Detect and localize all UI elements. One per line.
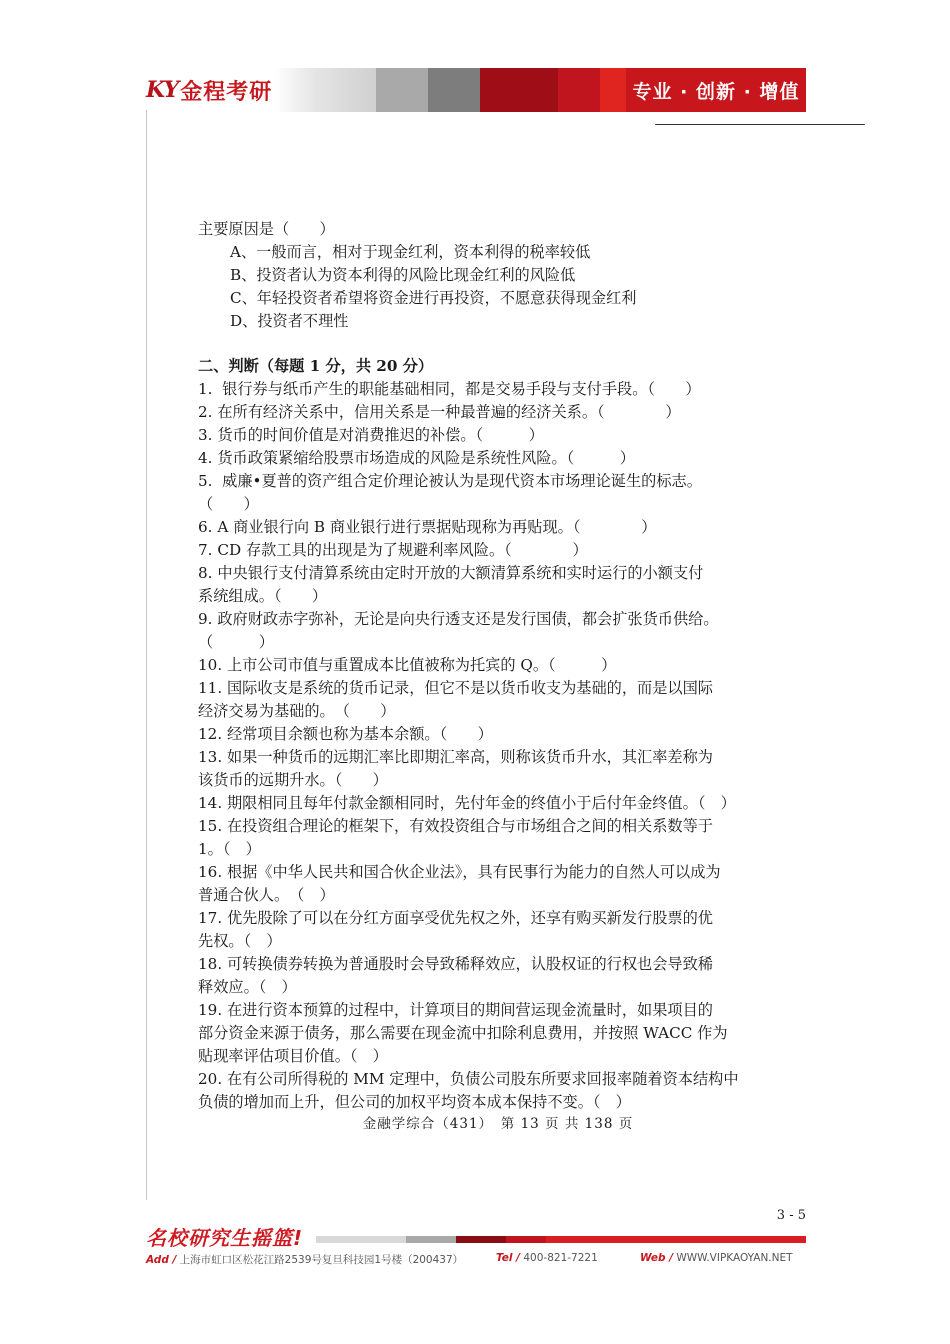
judgment-line: （ ） <box>198 633 274 651</box>
judgment-line: 15. 在投资组合理论的框架下，有效投资组合与市场组合之间的相关系数等于 <box>198 817 713 835</box>
judgment-line: 16. 根据《中华人民共和国合伙企业法》，具有民事行为能力的自然人可以成为 <box>198 863 721 881</box>
judgment-line: 1. 银行券与纸币产生的职能基础相同，都是交易手段与支付手段。（ ） <box>198 380 701 398</box>
judgment-line: 8. 中央银行支付清算系统由定时开放的大额清算系统和实时运行的小额支付 <box>198 564 704 582</box>
judgment-line: 9. 政府财政赤字弥补，无论是向央行透支还是发行国债，都会扩张货币供给。 <box>198 610 719 628</box>
web-label: Web / <box>640 1252 674 1264</box>
option-c: C、年轻投资者希望将资金进行再投资，不愿意获得现金红利 <box>230 289 637 307</box>
banner-band <box>558 68 600 112</box>
judgment-line: 2. 在所有经济关系中，信用关系是一种最普遍的经济关系。（ ） <box>198 403 681 421</box>
slogan: 专业 · 创新 · 增值 <box>632 80 800 103</box>
tel-label: Tel / <box>496 1252 521 1264</box>
judgment-line: 6. A 商业银行向 B 商业银行进行票据贴现称为再贴现。（ ） <box>198 518 657 536</box>
tel-group <box>496 1252 598 1264</box>
web-group <box>640 1252 793 1264</box>
address-label: Add / <box>146 1254 177 1266</box>
address: 上海市虹口区松花江路2539号复旦科技园1号楼（200437） <box>179 1254 464 1266</box>
judgment-line: （ ） <box>198 495 259 513</box>
judgment-line: 1。（ ） <box>198 840 261 858</box>
judgment-line: 先权。（ ） <box>198 932 282 950</box>
judgment-line: 14. 期限相同且每年付款金额相同时，先付年金的终值小于后付年金终值。（ ） <box>198 794 736 812</box>
banner-band <box>600 68 626 112</box>
judgment-line: 普通合伙人。 （ ） <box>198 886 335 904</box>
judgment-line: 释效应。（ ） <box>198 978 297 996</box>
page-code: 3 - 5 <box>776 1208 806 1223</box>
judgment-list <box>198 378 798 1114</box>
spacer <box>198 333 798 355</box>
brand-logo <box>146 72 272 108</box>
judgment-line: 17. 优先股除了可以在分红方面享受优先权之外，还享有购买新发行股票的优 <box>198 909 713 927</box>
website-link[interactable]: WWW.VIPKAOYAN.NET <box>676 1252 793 1264</box>
judgment-line: 12. 经常项目余额也称为基本余额。（ ） <box>198 725 493 743</box>
banner-band <box>480 68 558 112</box>
judgment-line: 部分资金来源于债务，那么需要在现金流中扣除利息费用，并按照 WACC 作为 <box>198 1024 728 1042</box>
judgment-line: 4. 货币政策紧缩给股票市场造成的风险是系统性风险。（ ） <box>198 449 635 467</box>
header-banner <box>146 68 806 112</box>
logo-mark: KY <box>146 77 179 103</box>
judgment-line: 11. 国际收支是系统的货币记录，但它不是以货币收支为基础的，而是以国际 <box>198 679 713 697</box>
page-footer: 金融学综合（431） 第 13 页 共 138 页 <box>362 1116 634 1132</box>
judgment-line: 该货币的远期升水。（ ） <box>198 771 388 789</box>
bottom-color-bar <box>316 1236 806 1243</box>
section-title: 二、判断（每题 1 分，共 20 分） <box>198 357 434 375</box>
banner-band <box>376 68 428 112</box>
tel: 400-821-7221 <box>523 1252 598 1264</box>
bottom-brand: 名校研究生摇篮! <box>146 1226 304 1250</box>
document-body <box>198 218 798 1114</box>
banner-band <box>274 68 376 112</box>
judgment-line: 负债的增加而上升，但公司的加权平均资本成本保持不变。（ ） <box>198 1093 631 1111</box>
judgment-line: 5. 威廉•夏普的资产组合定价理论被认为是现代资本市场理论诞生的标志。 <box>198 472 702 490</box>
judgment-line: 10. 上市公司市值与重置成本比值被称为托宾的 Q。（ ） <box>198 656 617 674</box>
page-edge-line <box>146 110 147 1200</box>
header-rule <box>655 124 865 125</box>
address-group <box>146 1252 463 1267</box>
judgment-line: 贴现率评估项目价值。（ ） <box>198 1047 388 1065</box>
judgment-line: 7. CD 存款工具的出现是为了规避利率风险。（ ） <box>198 541 588 559</box>
logo-name: 金程考研 <box>180 79 273 105</box>
judgment-line: 18. 可转换债券转换为普通股时会导致稀释效应，认股权证的行权也会导致稀 <box>198 955 713 973</box>
judgment-line: 20. 在有公司所得税的 MM 定理中，负债公司股东所要求回报率随着资本结构中 <box>198 1070 739 1088</box>
banner-band <box>428 68 480 112</box>
contact-line <box>146 1252 806 1268</box>
judgment-line: 19. 在进行资本预算的过程中，计算项目的期间营运现金流量时，如果项目的 <box>198 1001 713 1019</box>
option-d: D、投资者不理性 <box>230 312 349 330</box>
option-a: A、一般而言，相对于现金红利，资本利得的税率较低 <box>230 243 591 261</box>
judgment-line: 13. 如果一种货币的远期汇率比即期汇率高，则称该货币升水，其汇率差称为 <box>198 748 713 766</box>
judgment-line: 系统组成。（ ） <box>198 587 328 605</box>
judgment-line: 经济交易为基础的。 （ ） <box>198 702 396 720</box>
option-b: B、投资者认为资本利得的风险比现金红利的风险低 <box>230 266 576 284</box>
question-stem: 主要原因是（ ） <box>198 220 335 238</box>
judgment-line: 3. 货币的时间价值是对消费推迟的补偿。（ ） <box>198 426 544 444</box>
